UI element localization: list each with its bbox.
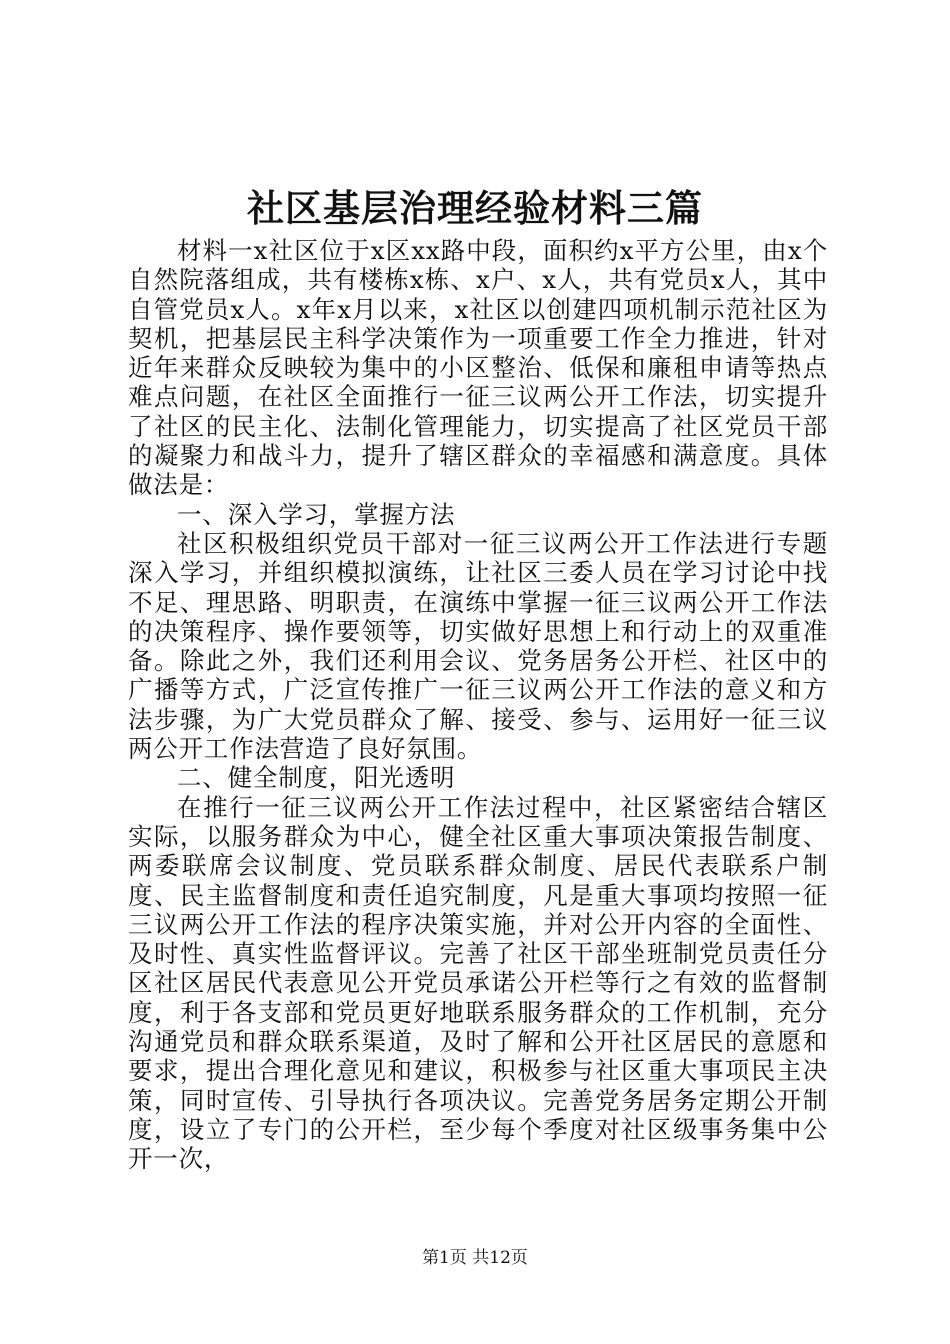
paragraph-intro: 材料一x社区位于x区xx路中段，面积约x平方公里，由x个自然院落组成，共有楼栋x栋、x户、x人，共有党员x人，其中自管党员x人。x年x月以来，x社区以创建四项机制示范社区为契机，把基层民主科学决策作为一项重要工作全力推进，针对近年来群众反映较为集中的小区整治、低保和廉租申请等热点难点问题，在社区全面推行一征三议两公开工作法，切实提升了社区的民主化、法制化管理能力，切实提高了社区党员干部的凝聚力和战斗力，提升了辖区群众的幸福感和满意度。具体做法是：: [128, 236, 828, 500]
document-body: [128, 236, 828, 1174]
paragraph-section-1: 社区积极组织党员干部对一征三议两公开工作法进行专题深入学习，并组织模拟演练，让社区三委人员在学习讨论中找不足、理思路、明职责，在演练中掌握一征三议两公开工作法的决策程序、操作要领等，切实做好思想上和行动上的双重准备。除此之外，我们还利用会议、党务居务公开栏、社区中的广播等方式，广泛宣传推广一征三议两公开工作法的意义和方法步骤，为广大党员群众了解、接受、参与、运用好一征三议两公开工作法营造了良好氛围。: [128, 528, 828, 764]
section-heading-1: 一、深入学习，掌握方法: [177, 499, 456, 529]
section-heading-2: 二、健全制度，阳光透明: [177, 763, 456, 793]
document-title: 社区基层治理经验材料三篇: [247, 186, 703, 230]
page-footer: 第1页 共12页: [422, 1248, 528, 1268]
paragraph-section-2: 在推行一征三议两公开工作法过程中，社区紧密结合辖区实际，以服务群众为中心，健全社区重大事项决策报告制度、两委联席会议制度、党员联系群众制度、居民代表联系户制度、民主监督制度和责任追究制度，凡是重大事项均按照一征三议两公开工作法的程序决策实施，并对公开内容的全面性、及时性、真实性监督评议。完善了社区干部坐班制党员责任分区社区居民代表意见公开党员承诺公开栏等行之有效的监督制度，利于各支部和党员更好地联系服务群众的工作机制，充分沟通党员和群众联系渠道，及时了解和公开社区居民的意愿和要求，提出合理化意见和建议，积极参与社区重大事项民主决策，同时宣传、引导执行各项决议。完善党务居务定期公开制度，设立了专门的公开栏，至少每个季度对社区级事务集中公开一次，: [128, 792, 828, 1174]
